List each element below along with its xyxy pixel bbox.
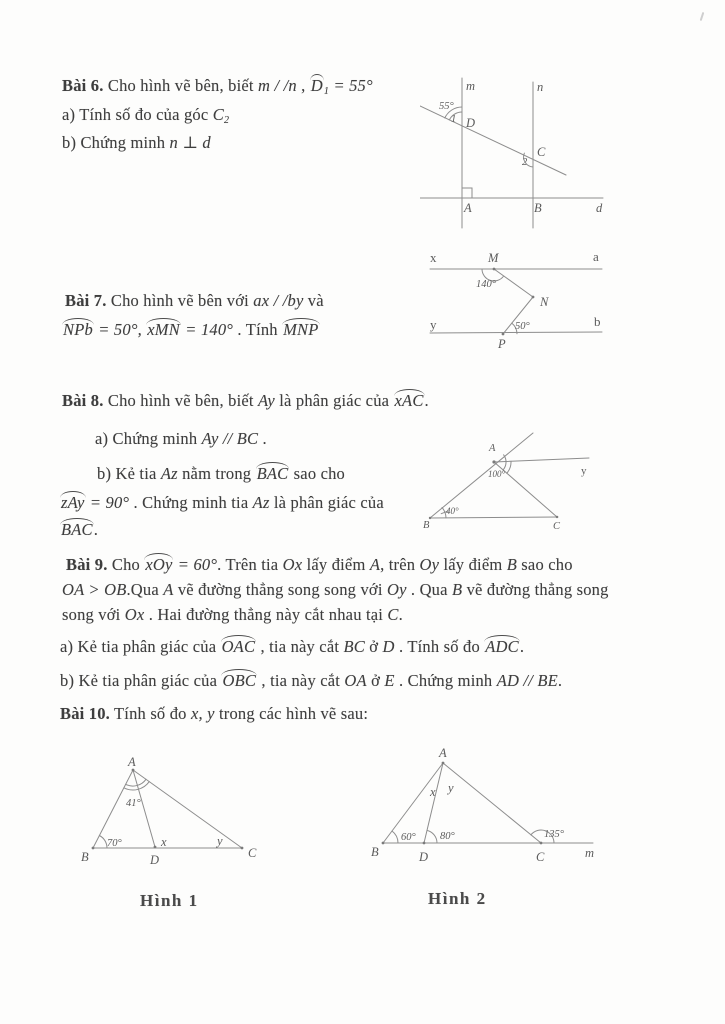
hinh1-label-y: y	[217, 834, 223, 848]
fig6-angle-2: 2	[522, 157, 528, 168]
hinh1-segment-AB	[93, 770, 133, 848]
fig6-label-d: d	[596, 201, 603, 215]
fig7-label-y: y	[430, 317, 437, 332]
fig6-angle-55: 55°	[439, 101, 454, 112]
fig8-ray-Ay	[494, 458, 589, 462]
hinh1-arc-B	[99, 836, 107, 849]
fig8-label-y: y	[581, 465, 587, 477]
figure-bai8-svg	[420, 425, 610, 543]
hinh1-point-C	[241, 847, 244, 850]
fig6-label-n: n	[537, 80, 544, 94]
fig6-angle-1: 1	[451, 114, 457, 125]
fig6-label-C: C	[537, 145, 546, 159]
hinh1-angle-A: 41°	[126, 798, 141, 809]
fig8-point-A	[492, 460, 495, 463]
fig7-label-P: P	[498, 337, 506, 351]
hinh2-angle-D: 80°	[440, 831, 455, 842]
bai10-line1: Bài 10. Tính số đo x, y trong các hình vẽ sau:	[60, 704, 369, 723]
figure-bai8	[420, 425, 610, 543]
figure-hinh2-svg	[360, 730, 620, 875]
hinh2-label-D: D	[419, 850, 429, 864]
fig7-point-M	[493, 268, 496, 271]
hinh2-point-C	[540, 842, 543, 845]
fig7-label-b: b	[594, 314, 601, 329]
hinh1-point-D	[154, 846, 157, 849]
figure-hinh1	[75, 740, 300, 875]
hinh1-label-D: D	[150, 853, 160, 867]
hinh2-segment-AC	[443, 763, 541, 843]
bai7-line2: NPb = 50°, xMN = 140° . Tính MNP	[63, 320, 319, 339]
bai9-line5: b) Kẻ tia phân giác của OBC , tia này cắt OA ở E . Chứng minh AD // BE.	[60, 671, 563, 690]
hinh1-label-C: C	[248, 846, 257, 860]
fig6-label-B: B	[534, 201, 542, 215]
fig6-label-A: A	[464, 201, 472, 215]
fig7-line-yb	[430, 332, 602, 333]
fig8-arc-A-outer	[507, 461, 511, 473]
figure-bai7	[420, 245, 710, 360]
bai8-line5: BAC.	[61, 520, 99, 539]
fig7-label-N: N	[540, 295, 549, 309]
bai9-line4: a) Kẻ tia phân giác của OAC , tia này cắt BC ở D . Tính số đo ADC.	[60, 637, 525, 656]
hinh2-angle-B: 60°	[401, 832, 416, 843]
hinh1-angle-B: 70°	[107, 838, 122, 849]
fig8-angle-B: 40°	[446, 506, 459, 516]
hinh2-label-B: B	[371, 845, 379, 859]
bai8-line4: zAy = 90° . Chứng minh tia Az là phân giác của	[61, 493, 384, 512]
fig8-label-B: B	[423, 520, 430, 531]
fig6-transversal	[420, 106, 566, 175]
bai6-line2: a) Tính số đo của góc C2	[62, 105, 230, 126]
figure-hinh2	[360, 730, 620, 875]
fig6-right-angle-mark	[462, 188, 472, 198]
bai9-line3: song với Ox . Hai đường thẳng này cắt nhau tại C.	[62, 605, 403, 624]
hinh2-arc-D	[427, 830, 437, 843]
fig6-label-m: m	[466, 79, 476, 93]
bai9-line2: OA > OB.Qua A vẽ đường thẳng song song với Oy . Qua B vẽ đường thẳng song	[62, 580, 609, 599]
hinh2-angle-C: 135°	[544, 829, 564, 840]
hinh1-label-A: A	[128, 755, 136, 769]
fig7-label-x: x	[430, 250, 437, 265]
hinh2-label-y: y	[448, 781, 454, 795]
fig7-angle-140: 140°	[476, 279, 496, 290]
hinh2-caption: Hình 2	[428, 889, 487, 908]
bai8-line3: b) Kẻ tia Az nằm trong BAC sao cho	[97, 464, 346, 483]
fig7-point-P	[502, 333, 505, 336]
fig8-label-C: C	[553, 521, 561, 532]
hinh2-label-C: C	[536, 850, 545, 864]
fig7-segment-MN	[494, 269, 533, 297]
hinh2-point-A	[442, 762, 445, 765]
fig7-label-M: M	[488, 251, 499, 265]
hinh2-label-x: x	[430, 785, 436, 799]
hinh1-label-x: x	[161, 835, 167, 849]
fig8-angle-A: 100°	[488, 469, 506, 479]
bai9-line1: Bài 9. Cho xOy = 60°. Trên tia Ox lấy điểm A, trên Oy lấy điểm B sao cho	[66, 555, 573, 574]
hinh1-point-A	[132, 769, 135, 772]
hinh2-label-m: m	[585, 846, 595, 860]
figure-hinh1-svg	[75, 740, 300, 875]
fig8-point-C	[556, 516, 558, 518]
figure-bai7-svg	[420, 245, 710, 360]
fig7-label-a: a	[593, 249, 599, 264]
hinh1-point-B	[92, 847, 95, 850]
fig8-point-B	[429, 517, 431, 519]
hinh1-caption: Hình 1	[140, 891, 199, 910]
bai6-line1: Bài 6. Cho hình vẽ bên, biết m / /n , D1 = 55°	[62, 76, 373, 97]
bai6-line3: b) Chứng minh n ⊥ d	[62, 133, 211, 152]
bai7-line1: Bài 7. Cho hình vẽ bên với ax / /by và	[65, 291, 324, 310]
figure-bai6	[420, 70, 710, 240]
figure-bai6-svg	[420, 70, 710, 240]
scan-artifact	[700, 12, 705, 21]
hinh1-label-B: B	[81, 850, 89, 864]
fig7-point-N	[532, 296, 535, 299]
fig7-angle-50: 50°	[515, 321, 530, 332]
fig8-segment-BC	[430, 517, 558, 518]
fig8-label-A: A	[489, 443, 496, 454]
hinh2-arc-B	[392, 831, 398, 843]
hinh2-label-A: A	[439, 746, 447, 760]
hinh2-point-B	[382, 842, 385, 845]
bai8-line1: Bài 8. Cho hình vẽ bên, biết Ay là phân giác của xAC.	[62, 391, 429, 410]
fig6-label-D: D	[466, 116, 476, 130]
hinh2-point-D	[423, 842, 426, 845]
bai8-line2: a) Chứng minh Ay // BC .	[95, 429, 267, 448]
